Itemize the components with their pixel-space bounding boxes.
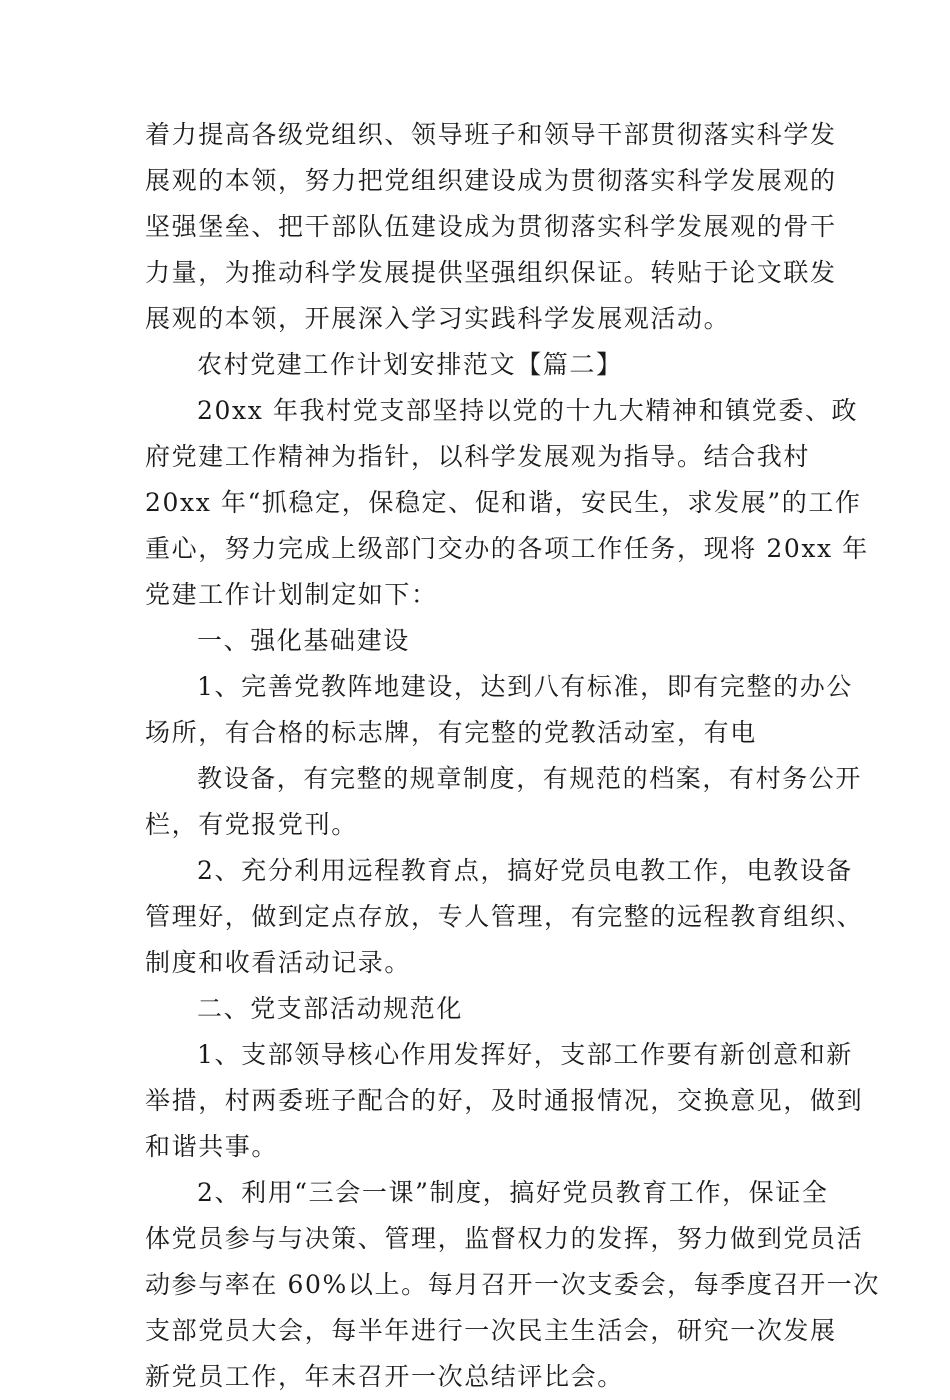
document-body	[145, 112, 880, 1400]
text-line: 支部党员大会，每半年进行一次民主生活会，研究一次发展	[145, 1316, 837, 1345]
text-line: 2、利用“三会一课”制度，搞好党员教育工作，保证全	[197, 1178, 829, 1207]
text-line: 着力提高各级党组织、领导班子和领导干部贯彻落实科学发	[145, 120, 837, 149]
text-line: 20xx 年“抓稳定，保稳定、促和谐，安民生，求发展”的工作	[145, 488, 862, 517]
text-line: 举措，村两委班子配合的好，及时通报情况，交换意见，做到	[145, 1086, 864, 1115]
text-line: 20xx 年我村党支部坚持以党的十九大精神和镇党委、政	[197, 396, 859, 425]
text-line: 教设备，有完整的规章制度，有规范的档案，有村务公开	[197, 764, 863, 793]
text-line: 制度和收看活动记录。	[145, 948, 412, 977]
text-line: 新党员工作，年末召开一次总结评比会。	[145, 1362, 624, 1391]
text-line: 场所，有合格的标志牌，有完整的党教活动室，有电	[145, 718, 757, 747]
text-line: 府党建工作精神为指针，以科学发展观为指导。结合我村	[145, 442, 811, 471]
text-line: 动参与率在 60%以上。每月召开一次支委会，每季度召开一次	[145, 1270, 880, 1299]
text-line: 坚强堡垒、把干部队伍建设成为贯彻落实科学发展观的骨干	[145, 212, 837, 241]
text-line: 1、支部领导核心作用发挥好，支部工作要有新创意和新	[197, 1040, 853, 1069]
text-line: 体党员参与与决策、管理，监督权力的发挥，努力做到党员活	[145, 1224, 864, 1253]
heading-two: 二、党支部活动规范化	[197, 994, 464, 1023]
text-line: 力量，为推动科学发展提供坚强组织保证。转贴于论文联发	[145, 258, 837, 287]
heading-one: 一、强化基础建设	[197, 626, 410, 655]
text-line: 展观的本领，开展深入学习实践科学发展观活动。	[145, 304, 731, 333]
text-line: 和谐共事。	[145, 1132, 279, 1161]
text-line: 栏，有党报党刊。	[145, 810, 358, 839]
text-line: 展观的本领，努力把党组织建设成为贯彻落实科学发展观的	[145, 166, 837, 195]
text-line: 2、充分利用远程教育点，搞好党员电教工作，电教设备	[197, 856, 853, 885]
text-line: 1、完善党教阵地建设，达到八有标准，即有完整的办公	[197, 672, 853, 701]
text-line: 重心，努力完成上级部门交办的各项工作任务，现将 20xx 年	[145, 534, 869, 563]
section-title: 农村党建工作计划安排范文【篇二】	[197, 350, 623, 379]
text-line: 管理好，做到定点存放，专人管理，有完整的远程教育组织、	[145, 902, 864, 931]
text-line: 党建工作计划制定如下：	[145, 580, 438, 609]
